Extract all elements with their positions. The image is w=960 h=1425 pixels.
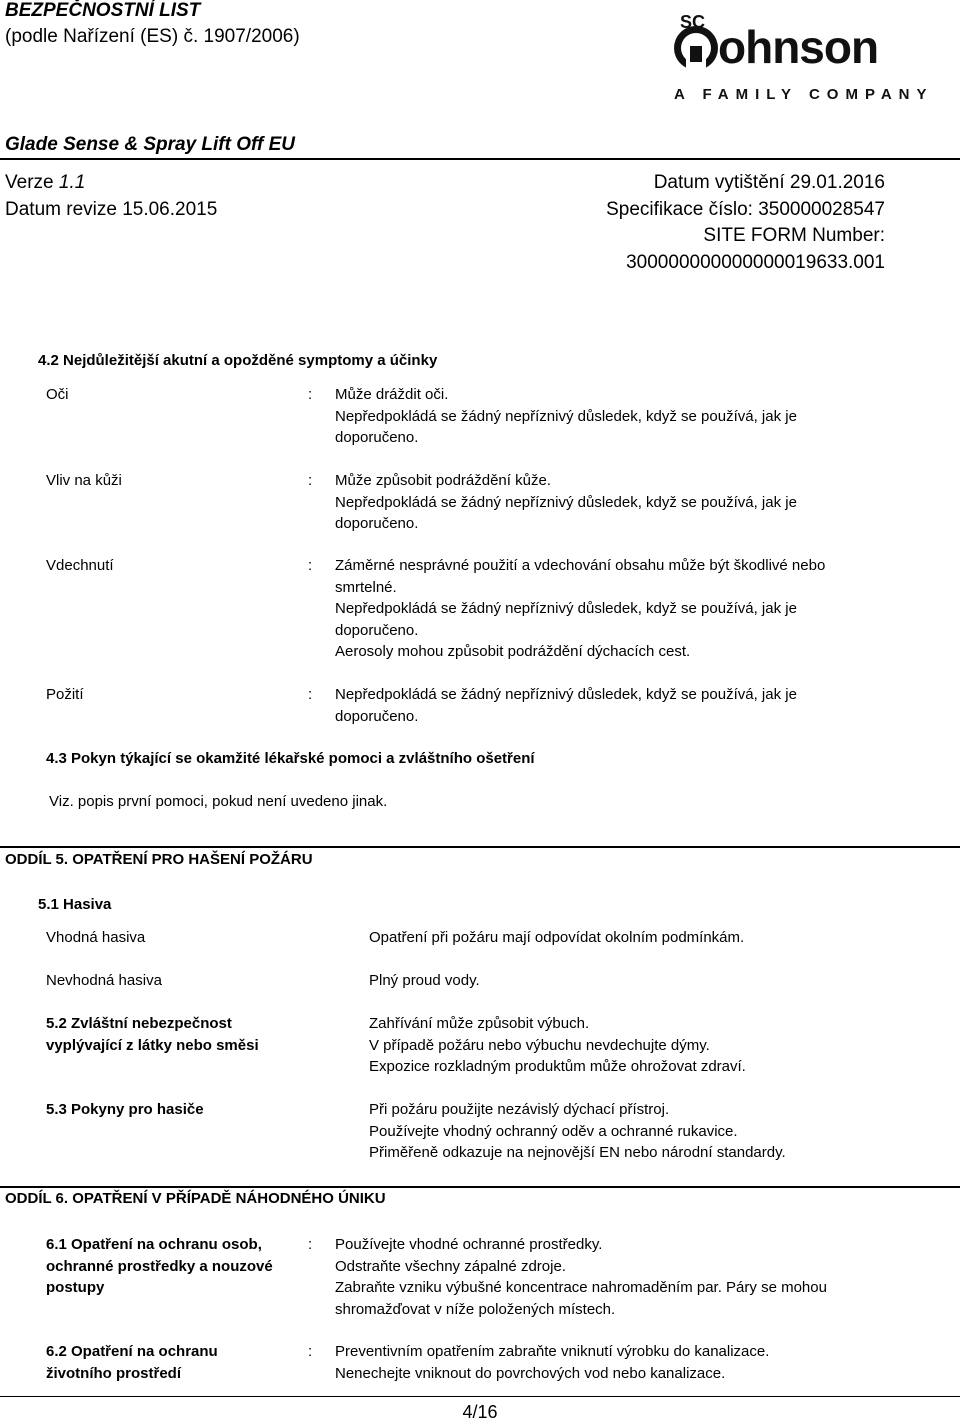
colon: : xyxy=(308,386,313,403)
line: 5.2 Zvláštní nebezpečnost xyxy=(46,1015,232,1032)
row-text-ingestion xyxy=(335,684,797,727)
spec-number: Specifikace číslo: 350000028547 xyxy=(606,199,885,220)
line: Může dráždit oči. xyxy=(335,386,449,403)
heading-6-1 xyxy=(46,1234,273,1299)
line: doporučeno. xyxy=(335,621,419,639)
sc-emblem-icon xyxy=(672,12,720,74)
document-subtitle: (podle Nařízení (ES) č. 1907/2006) xyxy=(5,26,300,47)
line: Při požáru použijte nezávislý dýchací přístroj. xyxy=(369,1101,670,1118)
row-label-eyes: Oči xyxy=(46,386,69,403)
line: 6.2 Opatření na ochranu xyxy=(46,1343,218,1360)
svg-text:SC: SC xyxy=(680,12,706,32)
line: Expozice rozkladným produktům může ohrožovat zdraví. xyxy=(369,1058,746,1075)
footer-divider xyxy=(0,1396,960,1397)
heading-4-2: 4.2 Nejdůležitější akutní a opožděné symptomy a účinky xyxy=(38,352,438,369)
line: Může způsobit podráždění kůže. xyxy=(335,472,551,489)
print-date: Datum vytištění 29.01.2016 xyxy=(653,172,885,193)
text-5-3 xyxy=(369,1099,786,1164)
line: Preventivním opatřením zabraňte vniknutí výrobku do kanalizace. xyxy=(335,1343,770,1360)
line: Záměrné nesprávné použití a vdechování obsahu může být škodlivé nebo xyxy=(335,557,826,574)
suitable-media-label: Vhodná hasiva xyxy=(46,929,146,946)
line: ochranné prostředky a nouzové xyxy=(46,1257,273,1275)
line: Nepředpokládá se žádný nepříznivý důsledek, když se používá, jak je xyxy=(335,407,797,425)
row-text-skin xyxy=(335,470,797,535)
section5-title: ODDÍL 5. OPATŘENÍ PRO HAŠENÍ POŽÁRU xyxy=(5,851,313,868)
line: postupy xyxy=(46,1279,105,1296)
line: V případě požáru nebo výbuchu nevdechujte dýmy. xyxy=(369,1036,710,1054)
line: smrtelné. xyxy=(335,578,397,596)
line: Odstraňte všechny zápalné zdroje. xyxy=(335,1257,566,1275)
colon: : xyxy=(308,686,313,703)
section6-title: ODDÍL 6. OPATŘENÍ V PŘÍPADĚ NÁHODNÉHO ÚNIKU xyxy=(5,1190,386,1207)
page-number: 4/16 xyxy=(462,1402,498,1422)
logo-tagline: A FAMILY COMPANY xyxy=(674,86,934,103)
colon: : xyxy=(308,472,313,489)
line: doporučeno. xyxy=(335,707,419,725)
document-title: BEZPEČNOSTNÍ LIST xyxy=(5,0,201,21)
version-value: 1.1 xyxy=(58,172,86,193)
row-text-eyes xyxy=(335,384,797,449)
line: 6.1 Opatření na ochranu osob, xyxy=(46,1236,262,1253)
logo-brand-text: ohnson xyxy=(718,21,879,73)
line: doporučeno. xyxy=(335,515,419,532)
text-4-3: Viz. popis první pomoci, pokud není uvedeno jinak. xyxy=(49,793,388,810)
heading-5-1: 5.1 Hasiva xyxy=(38,896,112,913)
product-name: Glade Sense & Spray Lift Off EU xyxy=(5,134,296,155)
text-5-2 xyxy=(369,1013,746,1078)
line: doporučeno. xyxy=(335,429,419,446)
site-form-number: 300000000000000019633.001 xyxy=(626,252,885,273)
heading-5-2 xyxy=(46,1013,259,1056)
line: shromažďovat v níže položených místech. xyxy=(335,1300,616,1318)
line: Nepředpokládá se žádný nepříznivý důsledek, když se používá, jak je xyxy=(335,493,797,511)
line: Nepředpokládá se žádný nepříznivý důsledek, když se používá, jak je xyxy=(335,600,797,617)
line: Používejte vhodné ochranné prostředky. xyxy=(335,1236,603,1253)
line: Přiměřeně odkazuje na nejnovější EN nebo národní standardy. xyxy=(369,1144,786,1161)
version-label: Verze xyxy=(5,172,54,193)
line: Nepředpokládá se žádný nepříznivý důsledek, když se používá, jak je xyxy=(335,686,797,703)
heading-5-3: 5.3 Pokyny pro hasiče xyxy=(46,1101,204,1118)
section5-divider xyxy=(0,846,960,848)
row-label-ingestion: Požití xyxy=(46,686,84,703)
row-label-inhalation: Vdechnutí xyxy=(46,557,114,574)
suitable-media-text: Opatření při požáru mají odpovídat okolním podmínkám. xyxy=(369,929,745,946)
heading-4-3: 4.3 Pokyn týkající se okamžité lékařské pomoci a zvláštního ošetření xyxy=(46,750,535,767)
colon: : xyxy=(308,1343,313,1360)
text-6-1 xyxy=(335,1234,827,1320)
line: vyplývající z látky nebo směsi xyxy=(46,1036,259,1054)
line: Nenechejte vniknout do povrchových vod nebo kanalizace. xyxy=(335,1364,726,1382)
version xyxy=(5,172,85,194)
line: Aerosoly mohou způsobit podráždění dýchacích cest. xyxy=(335,643,691,660)
colon: : xyxy=(308,1236,313,1253)
row-text-inhalation xyxy=(335,555,825,663)
unsuitable-media-text: Plný proud vody. xyxy=(369,972,480,989)
text-6-2 xyxy=(335,1341,769,1384)
line: Používejte vhodný ochranný oděv a ochranné rukavice. xyxy=(369,1122,738,1140)
colon: : xyxy=(308,557,313,574)
revision-date: Datum revize 15.06.2015 xyxy=(5,199,218,220)
heading-6-2 xyxy=(46,1341,218,1384)
line: Zahřívání může způsobit výbuch. xyxy=(369,1015,590,1032)
line: životního prostředí xyxy=(46,1364,181,1382)
site-form-label: SITE FORM Number: xyxy=(703,225,885,246)
unsuitable-media-label: Nevhodná hasiva xyxy=(46,972,162,989)
line: Zabraňte vzniku výbušné koncentrace nahromaděním par. Páry se mohou xyxy=(335,1279,827,1296)
row-label-skin: Vliv na kůži xyxy=(46,472,122,489)
header-divider xyxy=(0,158,960,160)
